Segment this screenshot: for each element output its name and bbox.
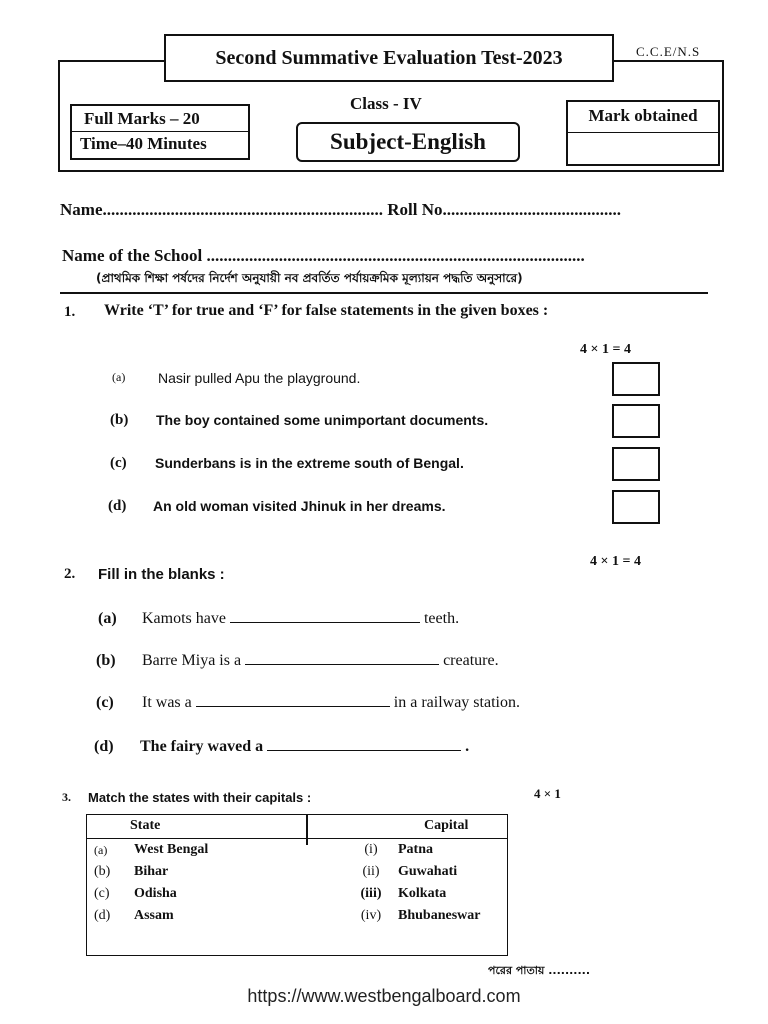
name-roll-line: Name.................................................................. Roll No.......................................... [60,200,621,219]
q1-number: 1. [64,304,76,320]
q1-instruction: Write ‘T’ for true and ‘F’ for false statements in the given boxes : [104,302,549,319]
exam-title: Second Summative Evaluation Test-2023 [215,46,563,69]
q2-item-d-after: . [465,738,470,755]
match-row [86,883,508,905]
col-state: State [86,814,344,839]
col-capital: Capital [344,814,508,839]
capital-name: Guwahati [398,864,458,879]
marks-box [70,104,250,160]
q2-number: 2. [64,566,76,582]
state-name: West Bengal [134,842,209,857]
q2-item-a [98,606,459,628]
q2-marks: 4 × 1 = 4 [590,554,641,569]
capital-name: Kolkata [398,886,447,901]
q2-item-d-before: The fairy waved a [140,738,264,755]
q1-item-c-text: Sunderbans is in the extreme south of Bengal. [155,455,464,471]
q2-instruction: Fill in the blanks : [98,566,225,583]
footer-url[interactable]: https://www.westbengalboard.com [247,986,521,1006]
q1-item-b-label: (b) [110,412,129,428]
class-label: Class - IV [350,94,422,113]
capital-label: (ii) [362,864,380,879]
q2-blank-c[interactable] [196,690,390,707]
state-label: (d) [94,908,111,923]
state-label: (c) [94,886,110,901]
q2-blank-b[interactable] [245,648,439,665]
mark-obtained-field[interactable] [568,133,718,163]
bengali-note: (প্রাথমিক শিক্ষা পর্ষদের নির্দেশ অনুযায়ী নব প্রবর্তিত পর্যায়ক্রমিক মূল্যায়ন পদ্ধতি অনুসারে) [96,271,523,285]
state-label: (b) [94,864,111,879]
q2-item-b-before: Barre Miya is a [142,652,242,669]
match-table [86,814,508,927]
time-limit: Time–40 Minutes [80,134,207,153]
capital-label: (iv) [360,908,382,923]
q2-item-b-label: (b) [96,652,116,669]
mark-obtained-box [566,100,720,166]
q3-number: 3. [62,790,71,804]
q2-item-c-after: in a railway station. [393,694,520,711]
q2-item-c-before: It was a [142,694,192,711]
capital-label: (iii) [360,886,382,901]
q2-item-b-after: creature. [443,652,499,669]
q1-item-b-text: The boy contained some unimportant documents. [156,412,489,428]
q2-item-b [96,648,499,670]
q2-item-c-label: (c) [96,694,114,711]
mark-obtained-label: Mark obtained [568,102,718,133]
corner-code: C.C.E/N.S [636,44,701,59]
q2-item-c [96,690,520,712]
state-label: (a) [94,842,108,857]
subject-box [296,122,520,162]
q2-item-a-label: (a) [98,610,117,627]
q1-marks: 4 × 1 = 4 [580,342,631,357]
full-marks: Full Marks – 20 [72,106,248,132]
next-page-note: পরের পাতায় .......... [488,964,591,977]
state-name: Odisha [134,886,177,901]
q1-item-a-label: (a) [112,370,126,384]
q1-answer-box-b[interactable] [612,404,660,438]
state-name: Bihar [134,864,169,879]
q1-item-c-label: (c) [110,455,127,471]
match-header-row [86,814,508,839]
q2-item-d-label: (d) [94,738,114,755]
subject: Subject-English [330,129,486,154]
q2-item-d [94,734,469,756]
match-row [86,861,508,883]
q1-item-d-label: (d) [108,498,127,514]
school-line: Name of the School ......................................................................................... [62,246,585,265]
divider [60,292,708,294]
q3-marks: 4 × 1 [534,786,561,801]
q3-instruction: Match the states with their capitals : [88,790,312,805]
q2-blank-d[interactable] [267,734,461,751]
q2-item-a-before: Kamots have [142,610,226,627]
capital-name: Patna [398,842,433,857]
q2-blank-a[interactable] [230,606,420,623]
match-row [86,905,508,927]
q1-answer-box-c[interactable] [612,447,660,481]
capital-label: (i) [364,842,378,857]
q1-answer-box-d[interactable] [612,490,660,524]
match-row [86,839,508,862]
q1-answer-box-a[interactable] [612,362,660,396]
capital-name: Bhubaneswar [398,908,481,923]
state-name: Assam [134,908,174,923]
q1-item-d-text: An old woman visited Jhinuk in her dreams. [153,498,446,514]
q2-item-a-after: teeth. [423,610,460,627]
title-box [164,34,614,82]
q1-item-a-text: Nasir pulled Apu the playground. [158,370,361,386]
